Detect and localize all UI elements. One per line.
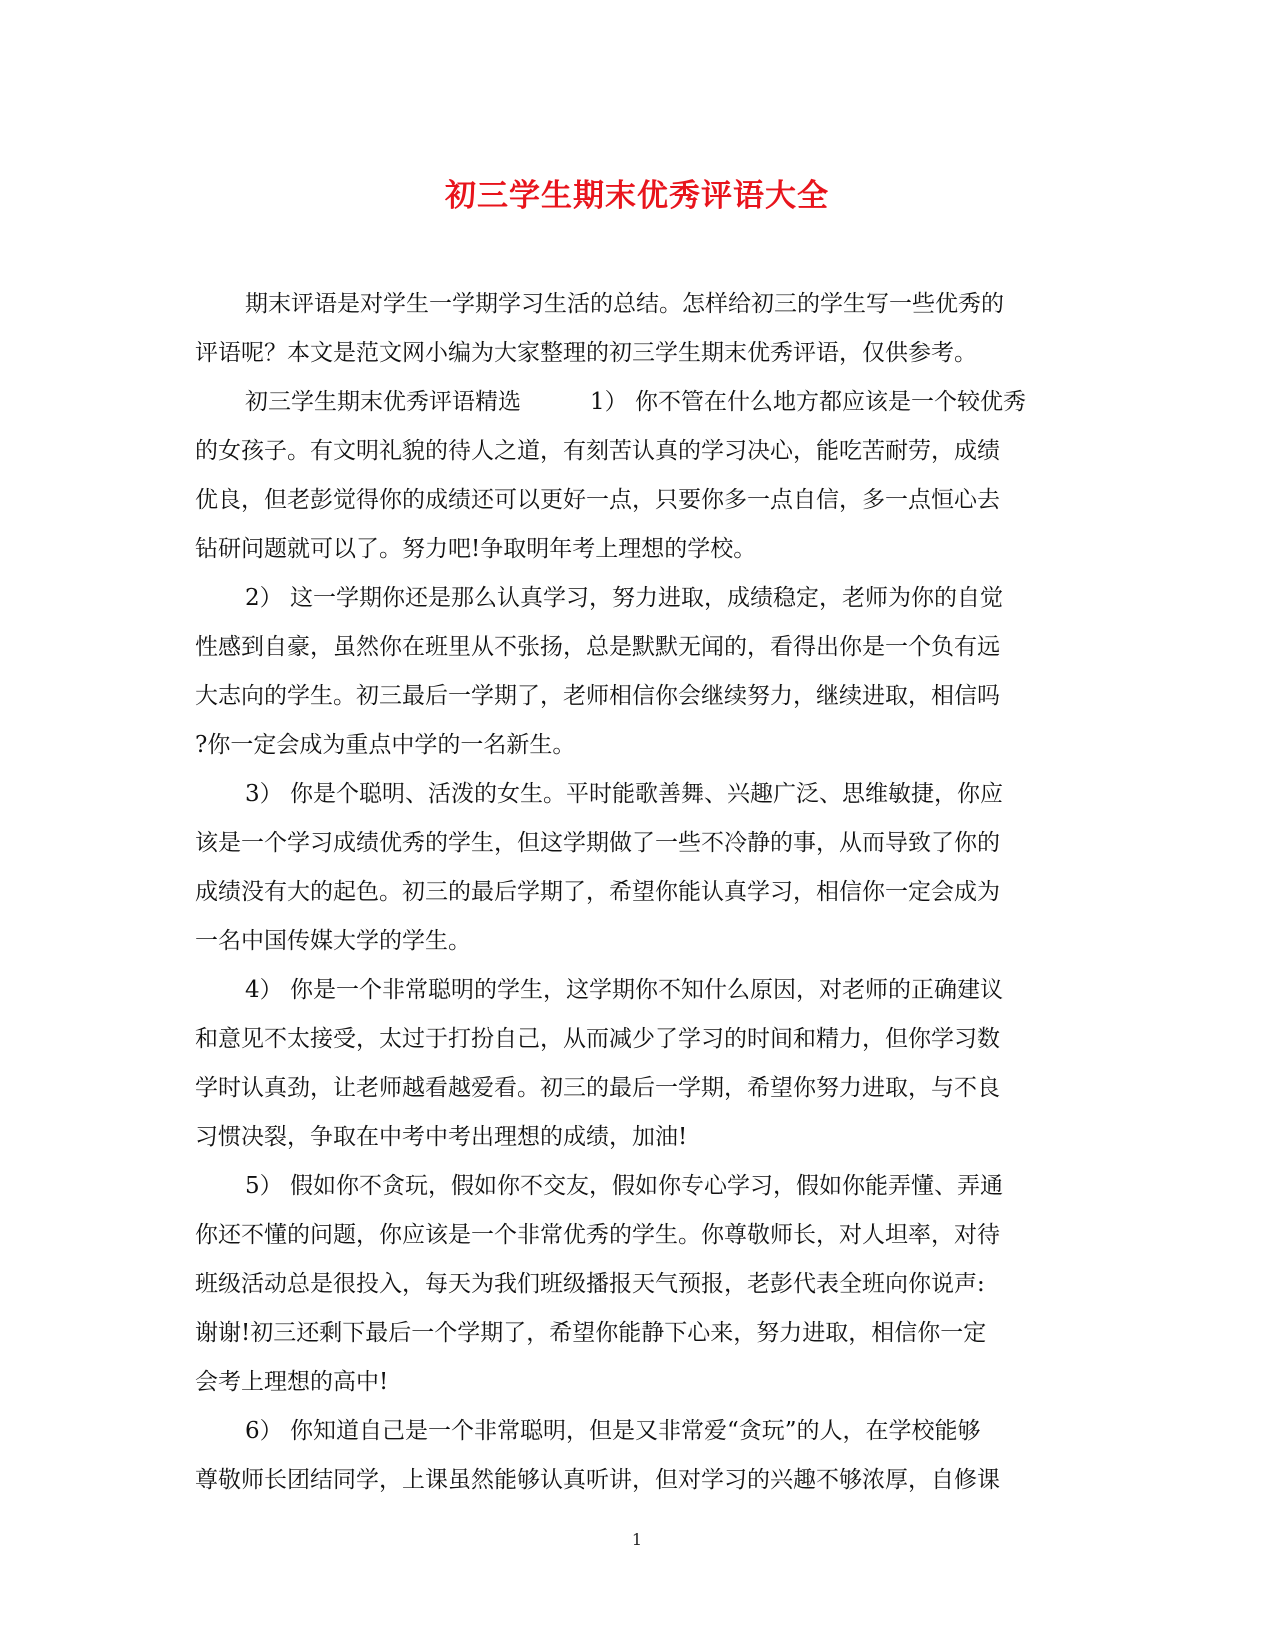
paragraph-line: 评语呢？本文是范文网小编为大家整理的初三学生期末优秀评语，仅供参考。 (195, 340, 977, 366)
document-body (195, 280, 1075, 1505)
paragraph-line: 成绩没有大的起色。初三的最后学期了，希望你能认真学习，相信你一定会成为 (195, 879, 1000, 905)
paragraph-line: 大志向的学生。初三最后一学期了，老师相信你会继续努力，继续进取，相信吗 (195, 683, 1000, 709)
paragraph-line: 谢谢!初三还剩下最后一个学期了，希望你能静下心来，努力进取，相信你一定 (195, 1320, 987, 1346)
paragraph-line: 一名中国传媒大学的学生。 (195, 928, 471, 954)
paragraph (195, 1162, 1075, 1407)
paragraph (195, 378, 1075, 574)
paragraph-line: 6） 你知道自己是一个非常聪明，但是又非常爱“贪玩”的人，在学校能够 (245, 1418, 981, 1444)
paragraph-line: 5） 假如你不贪玩，假如你不交友，假如你专心学习，假如你能弄懂、弄通 (245, 1173, 1003, 1199)
paragraph-line: 你还不懂的问题，你应该是一个非常优秀的学生。你尊敬师长，对人坦率，对待 (195, 1222, 1000, 1248)
paragraph-line: ?你一定会成为重点中学的一名新生。 (195, 732, 576, 758)
paragraph-line: 性感到自豪，虽然你在班里从不张扬，总是默默无闻的，看得出你是一个负有远 (195, 634, 1000, 660)
paragraph-line: 3） 你是个聪明、活泼的女生。平时能歌善舞、兴趣广泛、思维敏捷，你应 (245, 781, 1003, 807)
paragraph-line: 2） 这一学期你还是那么认真学习，努力进取，成绩稳定，老师为你的自觉 (245, 585, 1003, 611)
paragraph-line: 学时认真劲，让老师越看越爱看。初三的最后一学期，希望你努力进取，与不良 (195, 1075, 1000, 1101)
paragraph-line: 优良，但老彭觉得你的成绩还可以更好一点，只要你多一点自信，多一点恒心去 (195, 487, 1000, 513)
paragraph-line: 初三学生期末优秀评语精选 1） 你不管在什么地方都应该是一个较优秀 (245, 389, 1026, 415)
paragraph-line: 和意见不太接受，太过于打扮自己，从而减少了学习的时间和精力，但你学习数 (195, 1026, 1000, 1052)
paragraph-line: 会考上理想的高中! (195, 1369, 389, 1395)
paragraph (195, 966, 1075, 1162)
paragraph (195, 574, 1075, 770)
paragraph (195, 280, 1075, 378)
paragraph-line: 期末评语是对学生一学期学习生活的总结。怎样给初三的学生写一些优秀的 (245, 291, 1004, 317)
paragraph-line: 钻研问题就可以了。努力吧!争取明年考上理想的学校。 (195, 536, 757, 562)
page-number: 1 (631, 1530, 643, 1549)
paragraph (195, 770, 1075, 966)
paragraph-line: 的女孩子。有文明礼貌的待人之道，有刻苦认真的学习决心，能吃苦耐劳，成绩 (195, 438, 1000, 464)
paragraph (195, 1407, 1075, 1505)
paragraph-line: 该是一个学习成绩优秀的学生，但这学期做了一些不冷静的事，从而导致了你的 (195, 830, 1000, 856)
paragraph-line: 4） 你是一个非常聪明的学生，这学期你不知什么原因，对老师的正确建议 (245, 977, 1003, 1003)
paragraph-line: 尊敬师长团结同学，上课虽然能够认真听讲，但对学习的兴趣不够浓厚，自修课 (195, 1467, 1000, 1493)
paragraph-line: 习惯决裂，争取在中考中考出理想的成绩，加油! (195, 1124, 688, 1150)
document-title: 初三学生期末优秀评语大全 (445, 178, 829, 214)
paragraph-line: 班级活动总是很投入，每天为我们班级播报天气预报，老彭代表全班向你说声: (195, 1271, 985, 1297)
